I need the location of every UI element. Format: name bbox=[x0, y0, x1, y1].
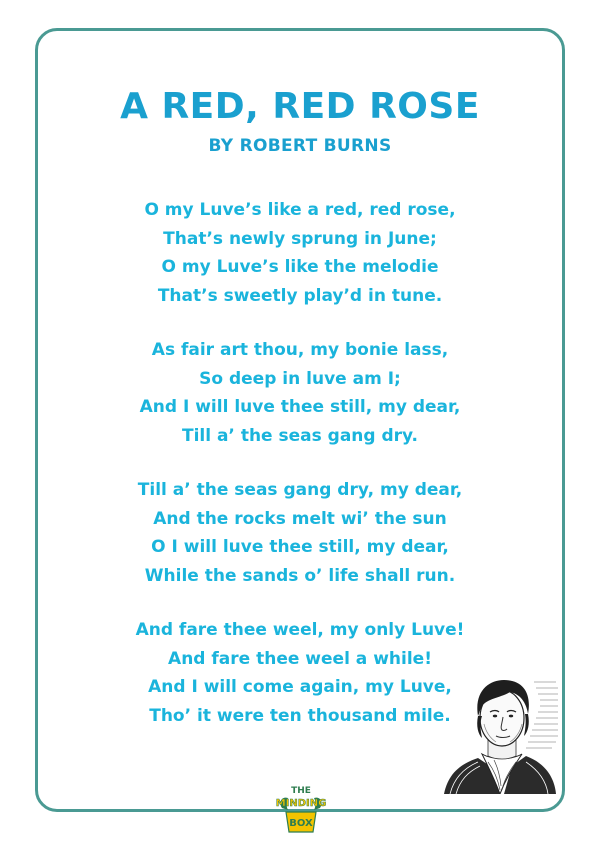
portrait-icon bbox=[438, 662, 562, 794]
poem-line: As fair art thou, my bonie lass, bbox=[151, 340, 449, 360]
poem-title: A RED, RED ROSE bbox=[120, 86, 480, 127]
poem-line: While the sands o’ life shall run. bbox=[144, 565, 456, 586]
logo-line-3: BOX bbox=[289, 818, 313, 829]
poem-line: And fare thee weel a while! bbox=[168, 648, 432, 669]
poem-line: So deep in luve am I; bbox=[199, 368, 401, 389]
poem-author: BY ROBERT BURNS bbox=[208, 136, 392, 156]
poem-line: And I will luve thee still, my dear, bbox=[139, 397, 461, 417]
logo-line-2: MINDING bbox=[276, 798, 326, 809]
poem-line: And fare thee weel, my only Luve! bbox=[135, 620, 465, 640]
poem-line: Till a’ the seas gang dry, my dear, bbox=[137, 480, 463, 500]
poem-line: That’s sweetly play’d in tune. bbox=[157, 285, 443, 306]
logo-line-1: THE bbox=[291, 786, 311, 796]
poem-line: O I will luve thee still, my dear, bbox=[151, 537, 449, 557]
minding-box-logo-icon bbox=[276, 782, 326, 834]
stanza-2 bbox=[0, 336, 600, 476]
poem-line: That’s newly sprung in June; bbox=[163, 228, 437, 249]
poem-line: And the rocks melt wi’ the sun bbox=[153, 508, 447, 529]
poem-line: O my Luve’s like a red, red rose, bbox=[144, 200, 456, 220]
poem-line: And I will come again, my Luve, bbox=[148, 677, 452, 697]
poem-line: Till a’ the seas gang dry. bbox=[181, 425, 419, 446]
poem-line: O my Luve’s like the melodie bbox=[161, 257, 439, 277]
poem-line: Tho’ it were ten thousand mile. bbox=[149, 705, 451, 726]
stanza-1 bbox=[0, 196, 600, 336]
stanza-3 bbox=[0, 476, 600, 616]
